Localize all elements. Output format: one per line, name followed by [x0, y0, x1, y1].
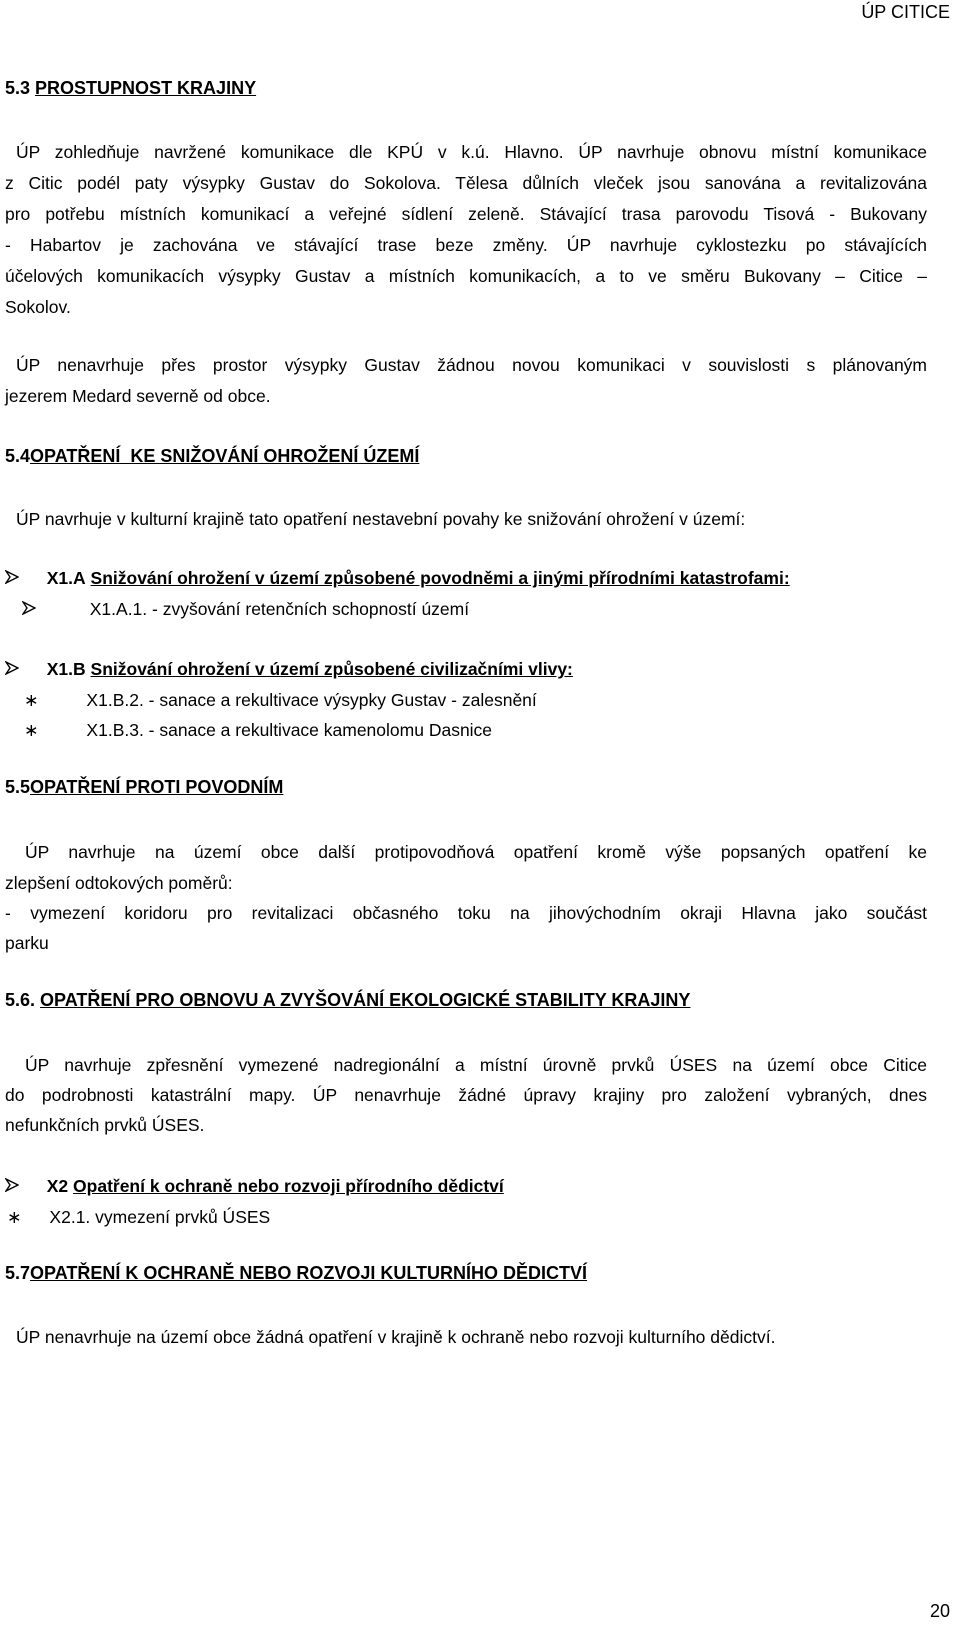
paragraph-line: z Citic podél paty výsypky Gustav do Sokolova. Tělesa důlních vleček jsou sanována a revitalizována — [5, 173, 927, 193]
section-number: 5.7 — [5, 1263, 31, 1283]
section-number: 5.5 — [5, 777, 31, 797]
paragraph-line: jezerem Medard severně od obce. — [5, 386, 271, 406]
arrow-bullet-icon — [22, 601, 36, 615]
paragraph-line: pro potřebu místních komunikací a veřejné sídlení zeleně. Stávající trasa parovodu Tisová - Bukovany — [5, 204, 927, 224]
section-heading-5-3 — [5, 78, 256, 99]
item-text: X1.B.3. - sanace a rekultivace kamenolomu Dasnice — [86, 720, 493, 740]
paragraph-line: ÚP navrhuje zpřesnění vymezené nadregionální a místní úrovně prvků ÚSES na území obce Citice — [25, 1055, 927, 1075]
asterisk-bullet-icon: ∗ — [24, 690, 39, 710]
bullet-item-x1a1 — [22, 594, 469, 624]
section-number: 5.6. — [5, 990, 36, 1010]
paragraph-line: - vymezení koridoru pro revitalizaci občasného toku na jihovýchodním okraji Hlavna jako součást — [5, 903, 927, 923]
paragraph-line: parku — [5, 933, 49, 953]
bullet-item-x21 — [7, 1202, 270, 1232]
section-heading-5-6 — [5, 990, 690, 1011]
paragraph-line: ÚP nenavrhuje přes prostor výsypky Gustav žádnou novou komunikaci v souvislosti s plánovaným — [16, 355, 927, 375]
bullet-item-x1b3 — [24, 715, 492, 745]
section-title: OPATŘENÍ PROTI POVODNÍM — [30, 777, 284, 797]
item-title: Snižování ohrožení v území způsobené povodněmi a jinými přírodními katastrofami: — [90, 568, 790, 588]
section-heading-5-7 — [5, 1263, 587, 1284]
section-number: 5.4 — [5, 446, 31, 466]
arrow-bullet-icon — [5, 570, 19, 584]
paragraph-line: ÚP navrhuje na území obce další protipovodňová opatření kromě výše popsaných opatření ke — [25, 842, 927, 862]
section-title: OPATŘENÍ PRO OBNOVU A ZVYŠOVÁNÍ EKOLOGICKÉ STABILITY KRAJINY — [40, 990, 691, 1010]
paragraph-line: ÚP nenavrhuje na území obce žádná opatření v krajině k ochraně nebo rozvoji kulturního dědictví. — [16, 1327, 776, 1347]
asterisk-bullet-icon: ∗ — [24, 720, 39, 740]
item-title: Snižování ohrožení v území způsobené civilizačními vlivy: — [90, 659, 573, 679]
arrow-bullet-icon — [5, 661, 19, 675]
paragraph-line: účelových komunikacích výsypky Gustav a místních komunikacích, a to ve směru Bukovany – Citice – — [5, 266, 927, 286]
paragraph-line: ÚP navrhuje v kulturní krajině tato opatření nestavební povahy ke snižování ohrožení v území: — [16, 509, 746, 529]
section-heading-5-5 — [5, 777, 283, 798]
section-heading-5-4 — [5, 446, 419, 467]
bullet-item-x1a — [5, 563, 790, 593]
page-number: 20 — [929, 1601, 950, 1621]
paragraph-line: zlepšení odtokových poměrů: — [5, 873, 233, 893]
paragraph-line: do podrobnosti katastrální mapy. ÚP nenavrhuje žádné úpravy krajiny pro založení vybraných, dnes — [5, 1085, 927, 1105]
section-number: 5.3 — [5, 78, 31, 98]
item-code: X1.A — [46, 568, 86, 588]
arrow-bullet-icon — [5, 1178, 19, 1192]
item-text: X2.1. vymezení prvků ÚSES — [49, 1207, 271, 1227]
item-title: Opatření k ochraně nebo rozvoji přírodního dědictví — [73, 1176, 504, 1196]
bullet-item-x2 — [5, 1171, 504, 1201]
asterisk-bullet-icon: ∗ — [7, 1207, 22, 1227]
item-text: X1.B.2. - sanace a rekultivace výsypky Gustav - zalesnění — [86, 690, 537, 710]
bullet-item-x1b — [5, 654, 573, 684]
item-code: X1.B — [46, 659, 86, 679]
item-text: X1.A.1. - zvyšování retenčních schopností území — [89, 599, 470, 619]
section-title: OPATŘENÍ K OCHRANĚ NEBO ROZVOJI KULTURNÍHO DĚDICTVÍ — [30, 1263, 588, 1283]
bullet-item-x1b2 — [24, 685, 537, 715]
item-code: X2 — [46, 1176, 69, 1196]
paragraph-line: ÚP zohledňuje navržené komunikace dle KPÚ v k.ú. Hlavno. ÚP navrhuje obnovu místní komunikace — [16, 142, 927, 162]
paragraph-line: - Habartov je zachována ve stávající trase beze změny. ÚP navrhuje cyklostezku po stávajících — [5, 235, 927, 255]
section-title: OPATŘENÍ KE SNIŽOVÁNÍ OHROŽENÍ ÚZEMÍ — [30, 446, 420, 466]
section-title: PROSTUPNOST KRAJINY — [35, 78, 257, 98]
document-header: ÚP CITICE — [861, 2, 950, 22]
paragraph-line: Sokolov. — [5, 297, 71, 317]
paragraph-line: nefunkčních prvků ÚSES. — [5, 1115, 205, 1135]
